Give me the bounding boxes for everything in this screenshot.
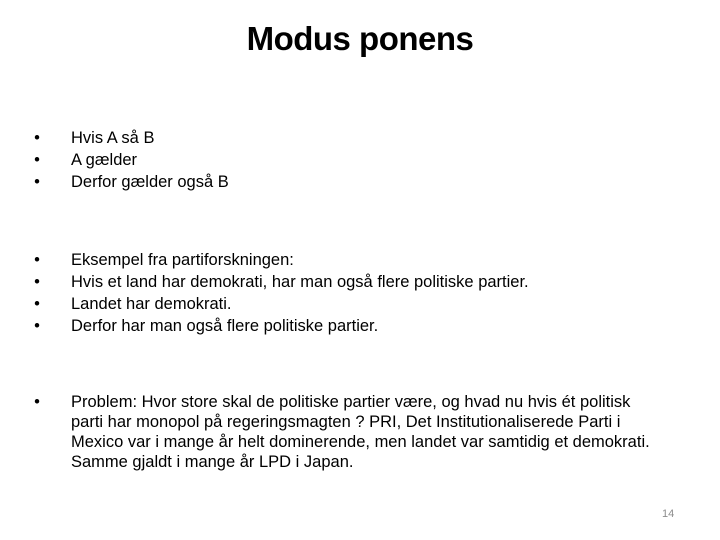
- list-item-text: Landet har demokrati.: [71, 295, 232, 313]
- list-item-text: Derfor gælder også B: [71, 173, 229, 191]
- list-item-text: Hvis et land har demokrati, har man også flere politiske partier.: [71, 273, 529, 291]
- list-item-text: A gælder: [71, 151, 138, 169]
- bullet-icon: •: [34, 393, 40, 411]
- list-item-text: Eksempel fra partiforskningen:: [71, 251, 294, 269]
- bullet-list-example: [30, 249, 529, 337]
- bullet-icon: •: [34, 129, 40, 147]
- bullet-icon: •: [34, 151, 40, 169]
- list-item: [30, 293, 529, 315]
- list-item-text: Hvis A så B: [71, 129, 155, 147]
- page-number: 14: [662, 508, 675, 520]
- list-item: [30, 127, 229, 149]
- bullet-icon: •: [34, 273, 40, 291]
- bullet-icon: •: [34, 173, 40, 191]
- list-item: [30, 171, 229, 193]
- slide-title: Modus ponens: [246, 20, 474, 57]
- bullet-icon: •: [34, 295, 40, 313]
- bullet-list-modus-ponens: [30, 127, 229, 193]
- list-item-text: Derfor har man også flere politiske partier.: [71, 317, 379, 335]
- list-item: [30, 392, 650, 472]
- bullet-icon: •: [34, 317, 40, 335]
- list-item: [30, 249, 529, 271]
- list-item-text: Problem: Hvor store skal de politiske partier være, og hvad nu hvis ét politisk parti har monopol på regeringsmagten ? PRI, Det Institutionaliserede Parti i Mexico var i mange år helt dominerende, men landet var samtidig et demokrati. Samme gjaldt i mange år LPD i Japan.: [71, 393, 650, 471]
- bullet-list-problem: [30, 392, 650, 472]
- list-item: [30, 315, 529, 337]
- list-item: [30, 271, 529, 293]
- bullet-icon: •: [34, 251, 40, 269]
- list-item: [30, 149, 229, 171]
